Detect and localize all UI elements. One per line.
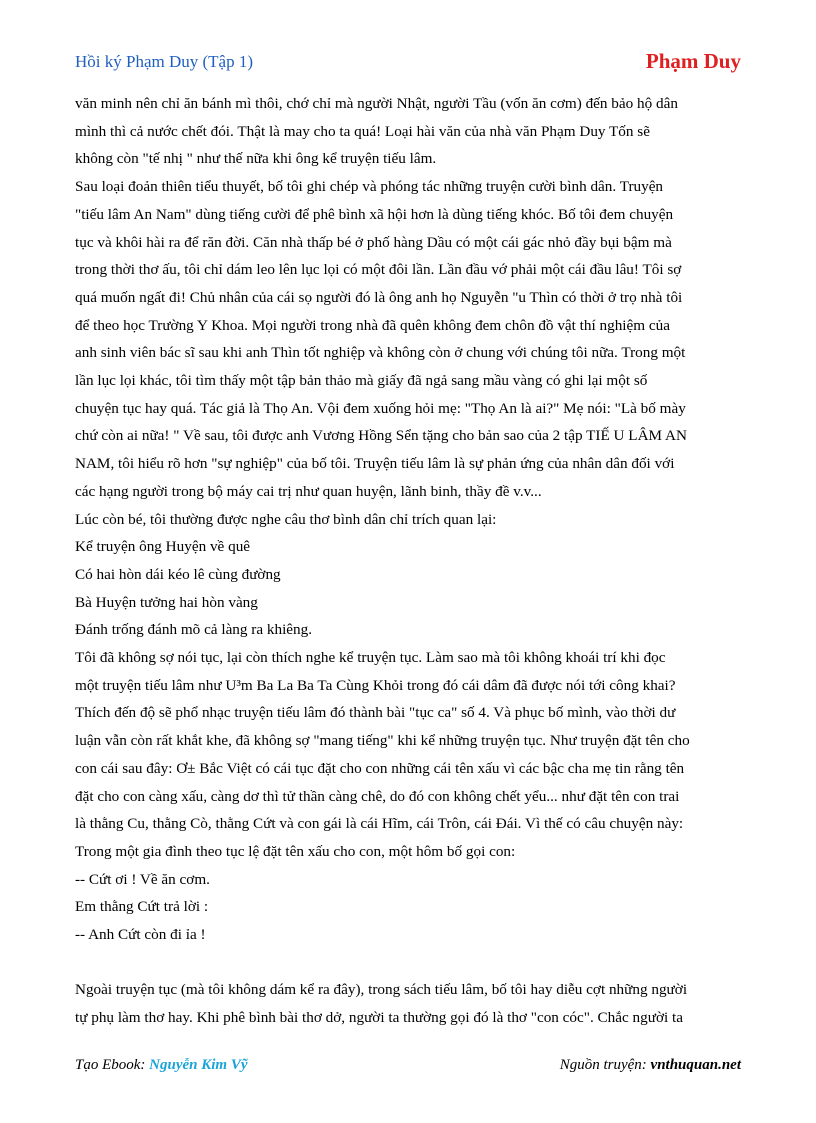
text-line: -- Anh Cứt còn đi ỉa ! [75, 926, 206, 944]
footer-ebook-credit [75, 1057, 248, 1074]
text-line: anh sinh viên bác sĩ sau khi anh Thìn tốt nghiệp và không còn ở chung với chúng tôi nữa. Trong một [75, 344, 686, 362]
body-text [75, 90, 745, 1032]
footer-source-label: Nguồn truyện [559, 1057, 642, 1073]
text-line: NAM, tôi hiểu rõ hơn "sự nghiệp" của bố tôi. Truyện tiếu lâm là sự phản ứng của nhân dân đối với [75, 455, 675, 473]
text-line: luận vẫn còn rất khắt khe, đã không sợ "mang tiếng" khi kể những truyện tục. Như truyện đặt tên cho [75, 732, 690, 750]
text-line: trong thời thơ ấu, tôi chỉ dám leo lên lục lọi có một đôi lần. Lần đầu vớ phải một cái đầu lâu! Tôi sợ [75, 261, 682, 279]
paragraph-block-a [75, 90, 745, 949]
text-line: quá muốn ngất đi! Chủ nhân của cái sọ người đó là ông anh họ Nguyễn "u Thìn có thời ở trọ nhà tôi [75, 288, 683, 306]
text-line: Kể truyện ông Huyện về quê [75, 538, 251, 556]
text-line: Có hai hòn dái kéo lê cùng đường [75, 565, 281, 583]
text-line: Trong một gia đình theo tục lệ đặt tên xấu cho con, một hôm bố gọi con: [75, 842, 516, 860]
footer-ebook-sep: : [140, 1057, 150, 1073]
text-line: -- Cứt ơi ! Về ăn cơm. [75, 870, 210, 888]
text-line: đặt cho con càng xấu, càng dơ thì tử thần càng chê, do đó con không chết yểu... như đặt tên con trai [75, 787, 680, 805]
text-line: Sau loại đoản thiên tiểu thuyết, bố tôi ghi chép và phóng tác những truyện cười bình dân. Truyện [75, 178, 664, 196]
text-line: các hạng người trong bộ máy cai trị như quan huyện, lãnh binh, thầy đề v.v... [75, 482, 542, 500]
text-line: Đánh trống đánh mõ cả làng ra khiêng. [75, 621, 313, 639]
text-line: một truyện tiếu lâm như U³m Ba La Ba Ta Cùng Khỏi trong đó cái dâm đã được nói tới công khai? [75, 676, 676, 694]
footer-source-sep: : [641, 1057, 651, 1073]
footer-ebook-label: Tạo Ebook [75, 1057, 141, 1073]
text-line: Bà Huyện tưởng hai hòn vàng [75, 593, 258, 611]
text-line: chuyện tục hay quá. Tác giả là Thọ An. Vội đem xuống hỏi mẹ: "Thọ An là ai?" Mẹ nói: "Là bố mày [75, 399, 686, 417]
text-line: không còn "tế nhị " như thế nữa khi ông kể truyện tiếu lâm. [75, 150, 437, 168]
footer-ebook-name: Nguyễn Kim Vỹ [149, 1057, 248, 1073]
paragraph-block-b [75, 976, 745, 1031]
text-line: mình thì cả nước chết đói. Thật là may cho ta quá! Loại hài văn của nhà văn Phạm Duy Tốn sẽ [75, 122, 650, 140]
text-line: tục và khôi hài ra để răn đời. Căn nhà thấp bé ở phố hàng Dầu có một cái gác nhỏ đầy bụi bậm mà [75, 233, 672, 251]
text-line: Em thằng Cứt trả lời : [75, 898, 209, 916]
footer-source-credit [560, 1057, 741, 1074]
text-line: để theo học Trường Y Khoa. Mọi người trong nhà đã quên không đem chôn đồ vật thí nghiệm của [75, 316, 670, 334]
text-line: là thằng Cu, thằng Cò, thằng Cứt và con gái là cái Hĩm, cái Trôn, cái Đái. Vì thế có câu chuyện này: [75, 815, 684, 833]
text-line: Lúc còn bé, tôi thường được nghe câu thơ bình dân chỉ trích quan lại: [75, 510, 497, 528]
text-line: văn minh nên chỉ ăn bánh mì thôi, chớ chỉ mà người Nhật, người Tầu (vốn ăn cơm) đến bảo hộ dân [75, 95, 678, 112]
text-line: lần lục lọi khác, tôi tìm thấy một tập bản thảo mà giấy đã ngả sang mầu vàng có ghi lại một số [75, 372, 648, 390]
text-line: Ngoài truyện tục (mà tôi không dám kể ra đây), trong sách tiếu lâm, bố tôi hay diễu cợt những người [75, 981, 688, 999]
text-line: chứ còn ai nữa! " Về sau, tôi được anh Vương Hồng Sển tặng cho bản sao của 2 tập TIẾ U LÂM AN [75, 427, 687, 445]
header-author: Phạm Duy [645, 49, 741, 73]
footer-source-site: vnthuquan.net [650, 1057, 741, 1073]
text-line: Thích đến độ sẽ phổ nhạc truyện tiếu lâm đó thành bài "tục ca" số 4. Và phục bố mình, vào thời dư [75, 704, 676, 722]
text-line: con cái sau đây: Ơ± Bắc Việt có cái tục đặt cho con những cái tên xấu vì các bậc cha mẹ tin rằng tên [75, 759, 685, 777]
text-line: "tiếu lâm An Nam" dùng tiếng cười để phê bình xã hội hơn là dùng tiếng khóc. Bố tôi đem chuyện [75, 205, 674, 223]
header-book-title: Hồi ký Phạm Duy (Tập 1) [75, 52, 254, 71]
paragraph-gap [75, 949, 745, 977]
text-line: tự phụ làm thơ hay. Khi phê bình bài thơ dở, người ta thường gọi đó là thơ "con cóc". Chắc người ta [75, 1009, 683, 1027]
text-line: Tôi đã không sợ nói tục, lại còn thích nghe kể truyện tục. Làm sao mà tôi không khoái trí khi đọc [75, 649, 666, 667]
